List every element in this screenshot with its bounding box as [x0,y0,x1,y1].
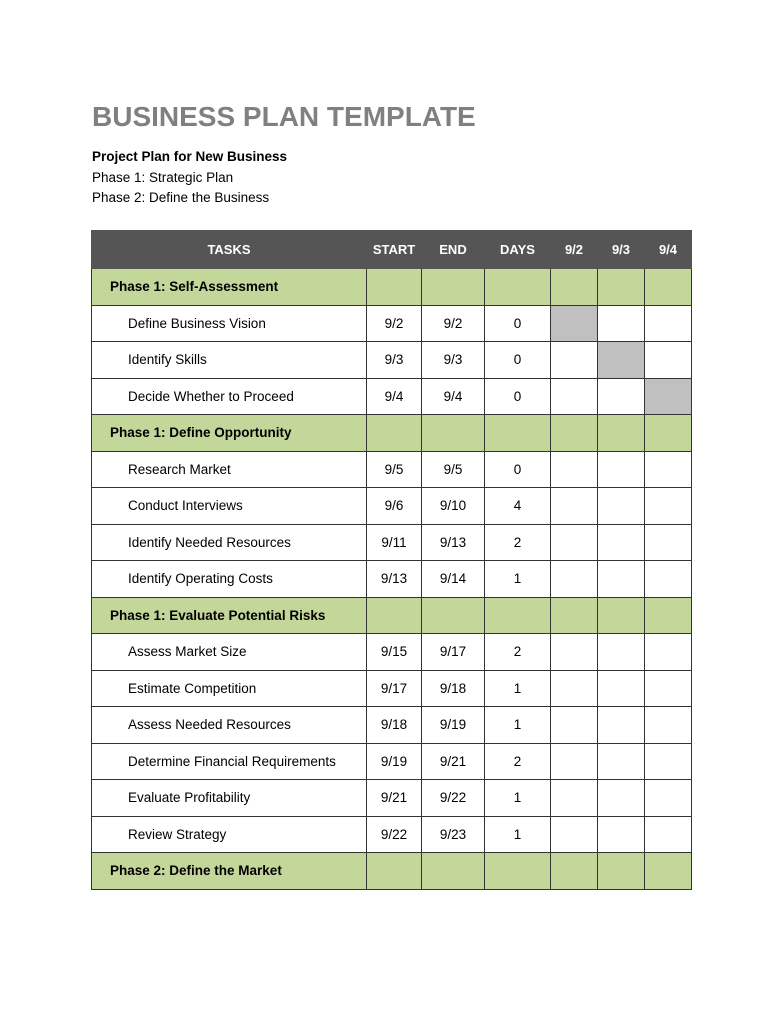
days-cell: 1 [485,707,551,744]
table-body [92,269,692,890]
timeline-cell [598,670,645,707]
task-name-cell: Estimate Competition [92,670,367,707]
start-cell: 9/11 [367,524,422,561]
timeline-cell [645,524,692,561]
days-cell: 4 [485,488,551,525]
timeline-cell [645,853,692,890]
timeline-cell [598,269,645,306]
timeline-cell [598,634,645,671]
start-cell: 9/2 [367,305,422,342]
timeline-cell [598,488,645,525]
phase-name-cell: Phase 2: Define the Market [92,853,367,890]
task-name-cell: Assess Needed Resources [92,707,367,744]
timeline-cell [598,451,645,488]
days-cell [485,853,551,890]
timeline-cell [598,597,645,634]
header-date-9-2: 9/2 [551,231,598,269]
task-name-cell: Define Business Vision [92,305,367,342]
timeline-cell [645,342,692,379]
timeline-cell [645,670,692,707]
start-cell: 9/3 [367,342,422,379]
task-row [92,488,692,525]
timeline-cell [551,634,598,671]
end-cell: 9/4 [422,378,485,415]
header-date-9-3: 9/3 [598,231,645,269]
timeline-cell [645,561,692,598]
timeline-bar-cell [645,378,692,415]
timeline-bar-cell [598,342,645,379]
phase-name-cell: Phase 1: Evaluate Potential Risks [92,597,367,634]
end-cell [422,853,485,890]
end-cell: 9/10 [422,488,485,525]
days-cell: 1 [485,670,551,707]
task-row [92,305,692,342]
end-cell: 9/23 [422,816,485,853]
timeline-cell [645,451,692,488]
task-name-cell: Identify Skills [92,342,367,379]
task-row [92,524,692,561]
timeline-cell [551,707,598,744]
days-cell: 1 [485,816,551,853]
days-cell: 0 [485,305,551,342]
start-cell: 9/5 [367,451,422,488]
start-cell [367,853,422,890]
start-cell: 9/18 [367,707,422,744]
header-tasks: TASKS [92,231,367,269]
days-cell [485,269,551,306]
days-cell [485,597,551,634]
task-row [92,816,692,853]
start-cell: 9/22 [367,816,422,853]
end-cell: 9/3 [422,342,485,379]
days-cell: 0 [485,451,551,488]
task-name-cell: Review Strategy [92,816,367,853]
timeline-cell [551,451,598,488]
days-cell: 0 [485,342,551,379]
phase-row [92,597,692,634]
project-subtitle: Project Plan for New Business [92,149,288,164]
task-row [92,561,692,598]
timeline-cell [598,816,645,853]
timeline-cell [551,816,598,853]
task-name-cell: Evaluate Profitability [92,780,367,817]
task-row [92,743,692,780]
start-cell: 9/19 [367,743,422,780]
days-cell: 2 [485,524,551,561]
timeline-cell [551,853,598,890]
timeline-cell [598,305,645,342]
timeline-cell [551,342,598,379]
timeline-cell [551,488,598,525]
end-cell [422,415,485,452]
phase-name-cell: Phase 1: Define Opportunity [92,415,367,452]
timeline-cell [551,597,598,634]
start-cell [367,269,422,306]
start-cell: 9/15 [367,634,422,671]
timeline-cell [598,707,645,744]
timeline-cell [645,707,692,744]
timeline-cell [551,670,598,707]
timeline-cell [598,524,645,561]
end-cell: 9/22 [422,780,485,817]
task-name-cell: Identify Needed Resources [92,524,367,561]
end-cell: 9/21 [422,743,485,780]
task-row [92,670,692,707]
timeline-cell [645,305,692,342]
phase-line-2: Phase 2: Define the Business [92,190,270,205]
task-name-cell: Assess Market Size [92,634,367,671]
timeline-cell [551,415,598,452]
page-title: BUSINESS PLAN TEMPLATE [92,101,476,132]
header-start: START [367,231,422,269]
timeline-cell [551,780,598,817]
end-cell: 9/17 [422,634,485,671]
start-cell: 9/4 [367,378,422,415]
timeline-cell [598,743,645,780]
task-row [92,634,692,671]
task-name-cell: Determine Financial Requirements [92,743,367,780]
header-end: END [422,231,485,269]
days-cell: 2 [485,743,551,780]
start-cell [367,597,422,634]
table-header-row [92,231,692,269]
task-name-cell: Conduct Interviews [92,488,367,525]
start-cell: 9/21 [367,780,422,817]
task-row [92,780,692,817]
phase-row [92,269,692,306]
timeline-cell [645,415,692,452]
end-cell: 9/14 [422,561,485,598]
phase-row [92,415,692,452]
timeline-cell [598,561,645,598]
timeline-cell [551,378,598,415]
task-row [92,342,692,379]
end-cell: 9/19 [422,707,485,744]
start-cell [367,415,422,452]
days-cell: 0 [485,378,551,415]
start-cell: 9/17 [367,670,422,707]
timeline-cell [645,780,692,817]
timeline-cell [551,561,598,598]
end-cell: 9/13 [422,524,485,561]
phase-row [92,853,692,890]
days-cell: 1 [485,780,551,817]
timeline-cell [598,780,645,817]
phase-line-1: Phase 1: Strategic Plan [92,170,234,185]
timeline-cell [598,415,645,452]
end-cell [422,269,485,306]
end-cell: 9/18 [422,670,485,707]
timeline-bar-cell [551,305,598,342]
timeline-cell [551,743,598,780]
timeline-cell [645,597,692,634]
timeline-cell [645,269,692,306]
days-cell: 2 [485,634,551,671]
days-cell: 1 [485,561,551,598]
days-cell [485,415,551,452]
task-row [92,707,692,744]
project-plan-table [91,230,692,890]
task-name-cell: Identify Operating Costs [92,561,367,598]
timeline-cell [551,524,598,561]
start-cell: 9/13 [367,561,422,598]
header-date-9-4: 9/4 [645,231,692,269]
timeline-cell [598,378,645,415]
timeline-cell [645,488,692,525]
phase-name-cell: Phase 1: Self-Assessment [92,269,367,306]
task-name-cell: Research Market [92,451,367,488]
timeline-cell [598,853,645,890]
timeline-cell [551,269,598,306]
timeline-cell [645,816,692,853]
task-name-cell: Decide Whether to Proceed [92,378,367,415]
timeline-cell [645,634,692,671]
start-cell: 9/6 [367,488,422,525]
end-cell: 9/2 [422,305,485,342]
timeline-cell [645,743,692,780]
end-cell: 9/5 [422,451,485,488]
header-days: DAYS [485,231,551,269]
task-row [92,451,692,488]
task-row [92,378,692,415]
end-cell [422,597,485,634]
